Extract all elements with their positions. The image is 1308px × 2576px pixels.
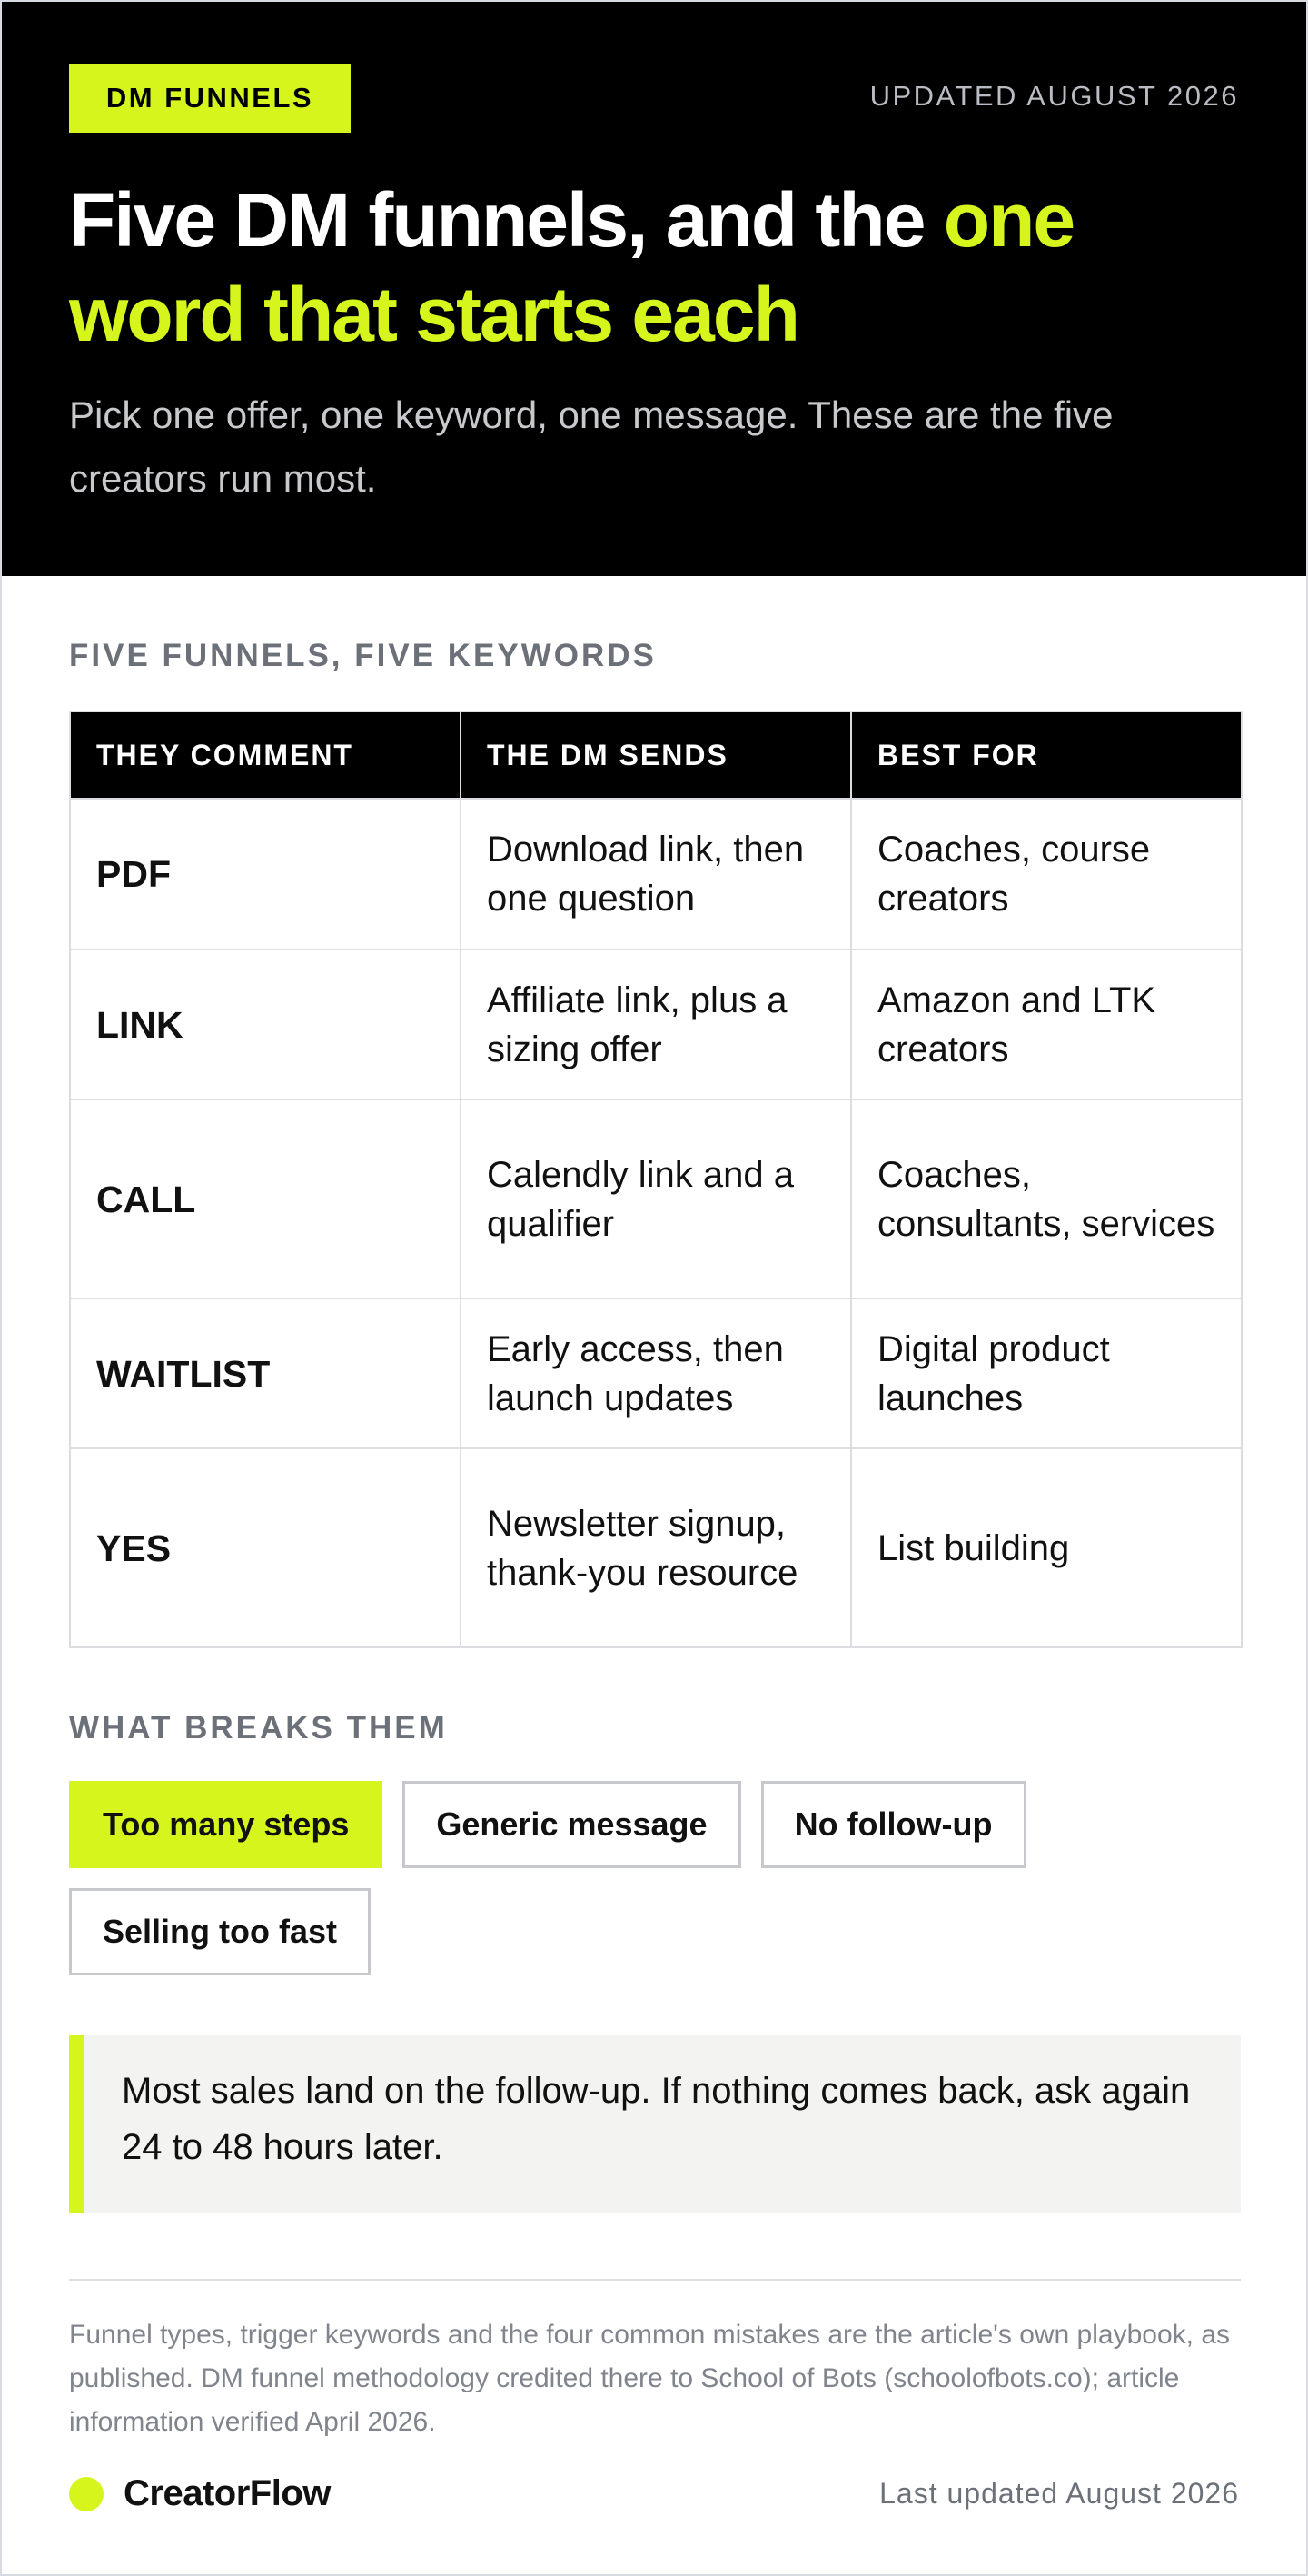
dm-cell: Newsletter signup, thank-you resource — [461, 1448, 851, 1647]
mistake-chips — [69, 1781, 1241, 1975]
keyword-cell: WAITLIST — [70, 1298, 461, 1448]
table-header-row — [70, 711, 1242, 799]
dm-cell: Download link, then one question — [461, 799, 851, 950]
chip-too-many-steps: Too many steps — [69, 1781, 382, 1868]
footer-updated: Last updated August 2026 — [879, 2477, 1239, 2510]
category-tag: DM FUNNELS — [69, 64, 351, 133]
page-title — [69, 173, 1241, 362]
header — [2, 2, 1306, 576]
breaks-section-title: WHAT BREAKS THEM — [69, 1710, 448, 1746]
table-row — [70, 799, 1242, 950]
chip-selling-too-fast: Selling too fast — [69, 1888, 371, 1975]
best-for-cell: Digital product launches — [851, 1298, 1242, 1448]
keyword-cell: CALL — [70, 1099, 461, 1298]
title-text: Five DM funnels, and the — [69, 177, 944, 263]
table-row — [70, 1099, 1242, 1298]
funnels-section-title: FIVE FUNNELS, FIVE KEYWORDS — [69, 638, 657, 673]
subtitle: Pick one offer, one keyword, one message. These are the five creators run most. — [69, 393, 1114, 500]
brand-dot-icon — [69, 2477, 104, 2511]
brand-logo — [69, 2473, 331, 2514]
best-for-cell: Amazon and LTK creators — [851, 950, 1242, 1099]
best-for-cell: Coaches, consultants, services — [851, 1099, 1242, 1298]
table-row — [70, 1448, 1242, 1647]
follow-up-callout: Most sales land on the follow-up. If nothing comes back, ask again 24 to 48 hours later. — [69, 2035, 1241, 2213]
table-row — [70, 950, 1242, 1099]
best-for-cell: Coaches, course creators — [851, 799, 1242, 950]
source-note: Funnel types, trigger keywords and the four common mistakes are the article's own playbook, as published. DM funnel methodology credited there to School of Bots (schoolofbots.co); article information verified April 2026. — [69, 2320, 1231, 2437]
table-row — [70, 1298, 1242, 1448]
updated-label: UPDATED AUGUST 2026 — [869, 80, 1239, 112]
dm-cell: Calendly link and a qualifier — [461, 1099, 851, 1298]
dm-cell: Early access, then launch updates — [461, 1298, 851, 1448]
best-for-cell: List building — [851, 1448, 1242, 1647]
keyword-cell: LINK — [70, 950, 461, 1099]
column-header-best-for: BEST FOR — [851, 711, 1242, 799]
column-header-dm: THE DM SENDS — [461, 711, 851, 799]
title-highlight: one word that starts each — [69, 177, 1075, 357]
keyword-cell: PDF — [70, 799, 461, 950]
chip-generic-message: Generic message — [402, 1781, 740, 1868]
dm-cell: Affiliate link, plus a sizing offer — [461, 950, 851, 1099]
chip-no-follow-up: No follow-up — [761, 1781, 1026, 1868]
funnels-table — [69, 711, 1243, 1648]
divider — [69, 2279, 1241, 2281]
column-header-comment: THEY COMMENT — [70, 711, 461, 799]
brand-name: CreatorFlow — [124, 2473, 331, 2513]
keyword-cell: YES — [70, 1448, 461, 1647]
